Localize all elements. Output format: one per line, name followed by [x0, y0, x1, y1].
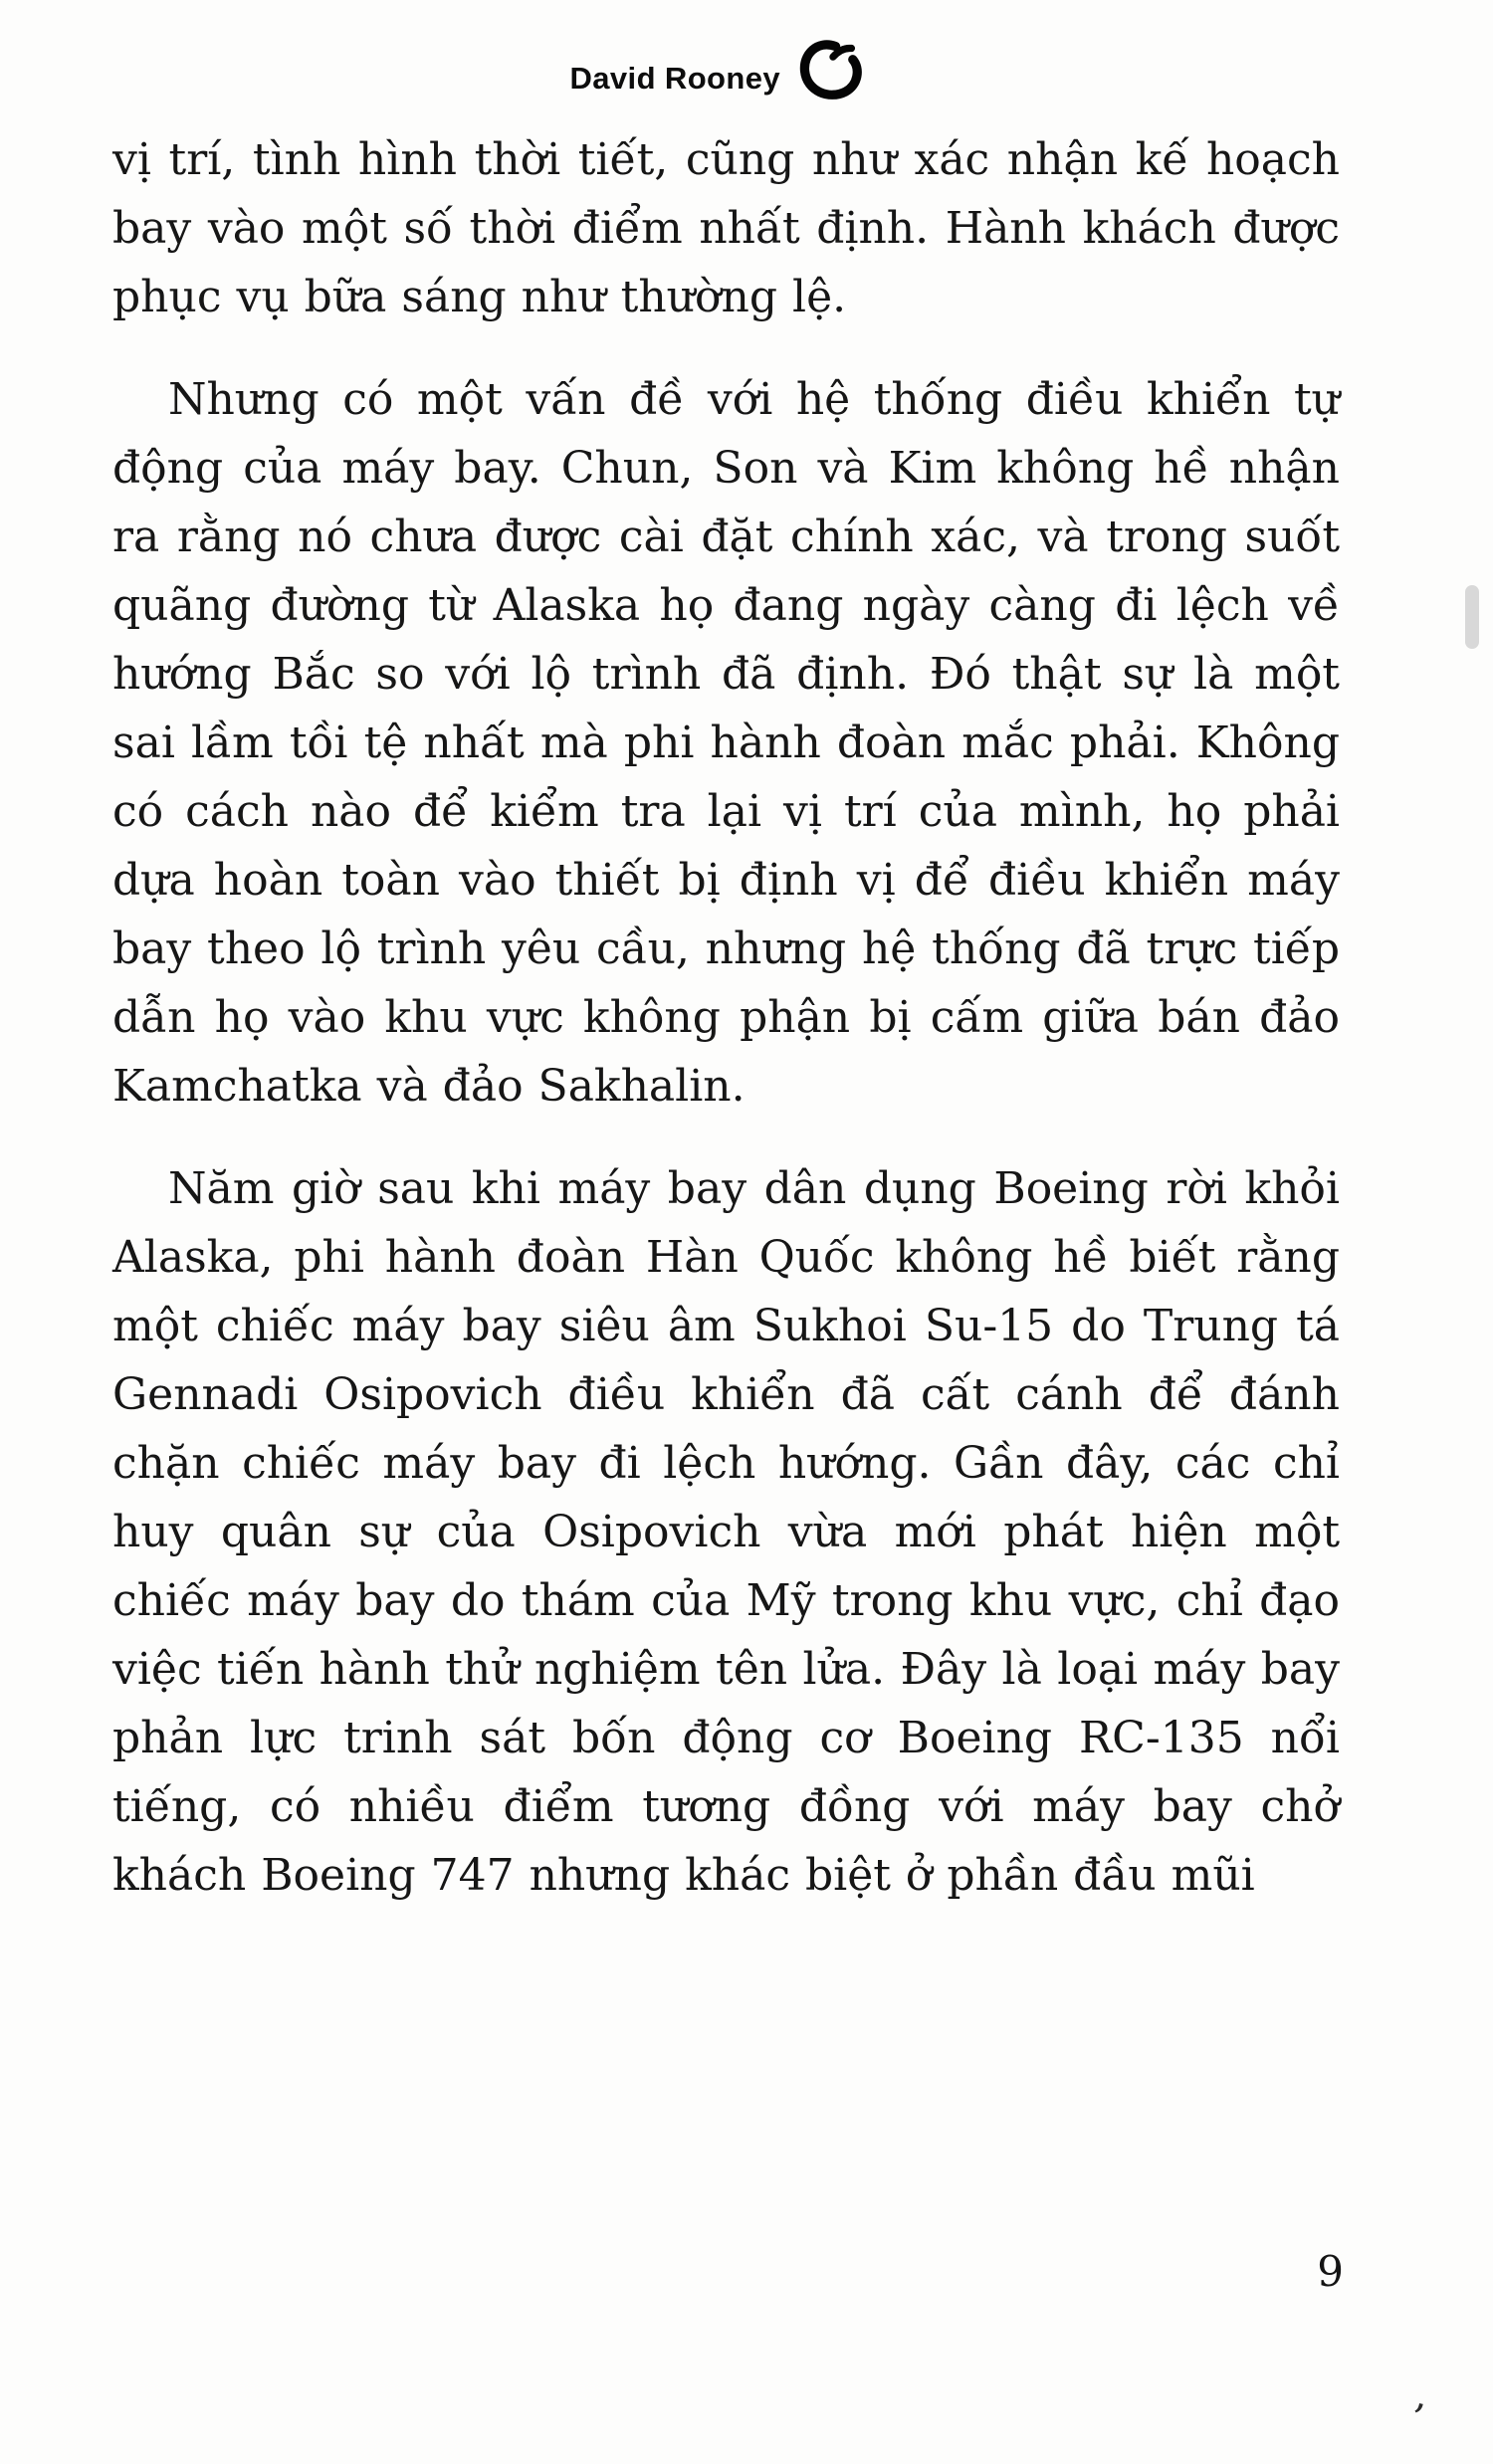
- page-body-text: [112, 125, 1340, 1910]
- paragraph: vị trí, tình hình thời tiết, cũng như xác nhận kế hoạch bay vào một số thời điểm nhất định. Hành khách được phục vụ bữa sáng như thường lệ.: [112, 134, 1340, 322]
- enso-swirl-logo-icon: [796, 36, 862, 102]
- author-name: David Rooney: [569, 60, 780, 96]
- scan-smudge-artifact: [1465, 585, 1479, 649]
- page-number: 9: [1317, 2247, 1344, 2296]
- scan-mark-artifact: ’: [1405, 2395, 1428, 2443]
- page-header: [0, 36, 862, 102]
- paragraph: Năm giờ sau khi máy bay dân dụng Boeing rời khỏi Alaska, phi hành đoàn Hàn Quốc không hề biết rằng một chiếc máy bay siêu âm Sukhoi Su-15 do Trung tá Gennadi Osipovich điều khiển đã cất cánh để đánh chặn chiếc máy bay đi lệch hướng. Gần đây, các chỉ huy quân sự của Osipovich vừa mới phát hiện một chiếc máy bay do thám của Mỹ trong khu vực, chỉ đạo việc tiến hành thử nghiệm tên lửa. Đây là loại máy bay phản lực trinh sát bốn động cơ Boeing RC-135 nổi tiếng, có nhiều điểm tương đồng với máy bay chở khách Boeing 747 nhưng khác biệt ở phần đầu mũi: [112, 1163, 1340, 1901]
- paragraph: Nhưng có một vấn đề với hệ thống điều khiển tự động của máy bay. Chun, Son và Kim không hề nhận ra rằng nó chưa được cài đặt chính xác, và trong suốt quãng đường từ Alaska họ đang ngày càng đi lệch về hướng Bắc so với lộ trình đã định. Đó thật sự là một sai lầm tồi tệ nhất mà phi hành đoàn mắc phải. Không có cách nào để kiểm tra lại vị trí của mình, họ phải dựa hoàn toàn vào thiết bị định vị để điều khiển máy bay theo lộ trình yêu cầu, nhưng hệ thống đã trực tiếp dẫn họ vào khu vực không phận bị cấm giữa bán đảo Kamchatka và đảo Sakhalin.: [112, 374, 1340, 1112]
